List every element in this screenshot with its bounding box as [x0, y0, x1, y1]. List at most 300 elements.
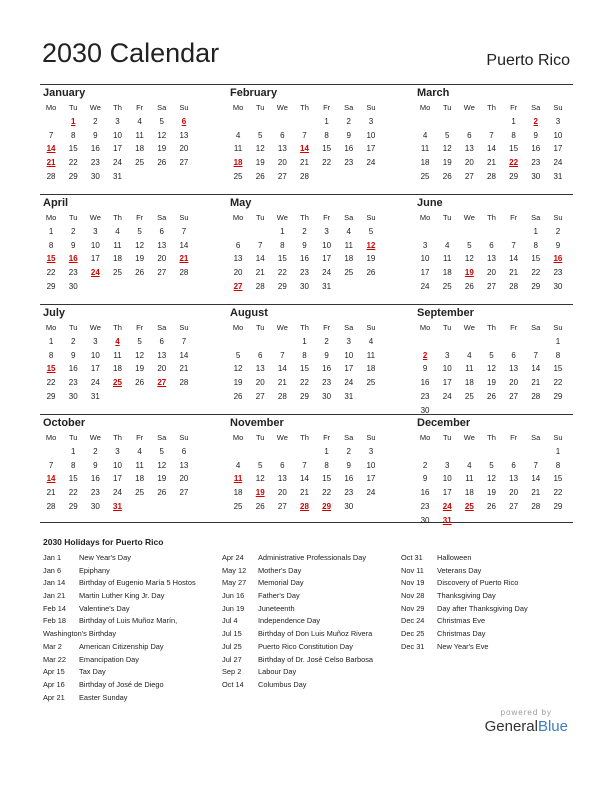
day-cell: 25 — [464, 391, 474, 401]
empty-day-cell — [458, 445, 480, 459]
holiday-item — [222, 679, 373, 692]
day-cell: 3 — [444, 460, 450, 470]
holiday-date: Dec 25 — [401, 629, 425, 639]
week-row — [414, 156, 569, 170]
holiday-item — [401, 577, 528, 590]
weekday-label: Mo — [45, 323, 57, 332]
weekday-label: Th — [113, 433, 122, 442]
holiday-day-cell: 16 — [553, 254, 563, 264]
day-cell: 2 — [93, 446, 98, 456]
day-cell: 10 — [366, 460, 376, 470]
day-cell: 29 — [46, 391, 56, 401]
empty-day-cell — [227, 335, 249, 349]
day-cell: 19 — [487, 488, 496, 498]
day-cell: 19 — [233, 378, 243, 388]
week-row — [414, 239, 569, 253]
week-row — [414, 500, 569, 514]
week-row — [40, 115, 195, 129]
holiday-item — [222, 628, 373, 641]
day-cell: 29 — [68, 171, 78, 181]
day-cell: 13 — [157, 240, 167, 250]
day-cell: 12 — [487, 364, 496, 374]
day-cell: 17 — [113, 474, 122, 484]
holiday-day-cell: 29 — [322, 501, 332, 511]
week-row — [227, 170, 382, 184]
day-cell: 6 — [181, 446, 187, 456]
day-cell: 3 — [324, 226, 329, 236]
day-cell: 22 — [553, 488, 563, 498]
weekday-label: Fr — [323, 103, 331, 112]
day-cell: 2 — [422, 460, 428, 470]
weekday-label: We — [276, 213, 288, 222]
weekday-label: Th — [487, 213, 496, 222]
weekday-label: We — [463, 433, 475, 442]
empty-day-cell — [271, 335, 293, 349]
week-row — [414, 349, 569, 363]
holiday-day-cell: 24 — [90, 268, 100, 278]
day-cell: 7 — [302, 460, 307, 470]
day-cell: 26 — [464, 281, 474, 291]
day-cell: 28 — [531, 501, 541, 511]
day-cell: 21 — [509, 268, 519, 278]
day-cell: 14 — [179, 350, 189, 360]
weekday-label: Mo — [232, 433, 244, 442]
weekday-label: Mo — [45, 433, 57, 442]
day-cell: 16 — [90, 144, 100, 154]
holiday-day-cell: 1 — [70, 116, 76, 126]
weekday-header — [40, 321, 195, 335]
holiday-date: Apr 16 — [43, 679, 65, 689]
day-cell: 18 — [464, 488, 474, 498]
week-row — [40, 349, 195, 363]
day-cell: 28 — [255, 281, 265, 291]
day-cell: 18 — [420, 158, 430, 168]
empty-day-cell — [151, 170, 173, 184]
day-cell: 7 — [48, 460, 54, 470]
weekday-label: Su — [553, 323, 563, 332]
day-cell: 7 — [181, 336, 187, 346]
holiday-day-cell: 22 — [509, 158, 519, 168]
day-cell: 8 — [302, 350, 307, 360]
day-cell: 24 — [420, 281, 430, 291]
weekday-label: Fr — [323, 213, 331, 222]
weekday-label: Fr — [136, 213, 144, 222]
day-cell: 18 — [113, 254, 122, 264]
weekday-label: Fr — [323, 323, 331, 332]
day-cell: 21 — [531, 378, 541, 388]
weekday-label: Sa — [531, 323, 541, 332]
empty-day-cell — [227, 445, 249, 459]
holiday-item — [401, 615, 528, 628]
weekday-label: Tu — [442, 103, 452, 112]
holiday-day-cell: 21 — [46, 158, 56, 168]
day-cell: 10 — [322, 240, 332, 250]
empty-day-cell — [414, 225, 436, 239]
day-cell: 21 — [300, 158, 309, 168]
holiday-day-cell: 12 — [366, 240, 376, 250]
week-row — [40, 266, 195, 280]
weekday-label: Th — [113, 103, 122, 112]
empty-day-cell — [503, 514, 525, 528]
weekday-label: Fr — [136, 103, 144, 112]
weekday-label: Su — [366, 323, 376, 332]
month-name: October — [43, 417, 86, 429]
day-cell: 13 — [277, 474, 287, 484]
day-cell: 1 — [533, 226, 538, 236]
day-cell: 4 — [137, 446, 142, 456]
empty-day-cell — [480, 514, 502, 528]
day-cell: 23 — [344, 158, 354, 168]
day-cell: 12 — [233, 364, 243, 374]
weekday-label: We — [89, 323, 101, 332]
day-cell: 28 — [179, 378, 189, 388]
weekday-label: Tu — [442, 433, 452, 442]
weekday-label: Tu — [68, 433, 78, 442]
day-cell: 5 — [489, 460, 494, 470]
day-cell: 1 — [324, 116, 329, 126]
month-name: August — [230, 307, 268, 319]
week-row — [227, 459, 382, 473]
day-cell: 30 — [420, 405, 430, 415]
holiday-item — [43, 577, 196, 590]
empty-day-cell — [503, 335, 525, 349]
weekday-label: Fr — [510, 433, 518, 442]
day-cell: 3 — [93, 336, 98, 346]
empty-day-cell — [414, 335, 436, 349]
day-cell: 5 — [257, 130, 263, 140]
holiday-day-cell: 14 — [46, 144, 56, 154]
holiday-date: Jan 21 — [43, 591, 66, 601]
day-cell: 13 — [157, 350, 167, 360]
day-cell: 24 — [113, 158, 122, 168]
day-cell: 13 — [233, 254, 243, 264]
brand-name — [485, 718, 568, 735]
day-cell: 26 — [157, 158, 167, 168]
day-cell: 14 — [531, 474, 541, 484]
holiday-day-cell: 14 — [46, 474, 56, 484]
day-cell: 29 — [553, 501, 563, 511]
week-row — [414, 266, 569, 280]
weekday-label: Tu — [442, 213, 452, 222]
holiday-date: Jul 27 — [222, 654, 242, 664]
day-cell: 10 — [113, 460, 122, 470]
day-cell: 29 — [46, 281, 56, 291]
day-cell: 5 — [235, 350, 241, 360]
weekday-label: Mo — [419, 213, 431, 222]
day-cell: 24 — [322, 268, 332, 278]
day-cell: 31 — [322, 281, 332, 291]
weekday-label: Mo — [419, 433, 431, 442]
day-cell: 12 — [157, 460, 167, 470]
month-name: April — [43, 197, 69, 209]
empty-day-cell — [151, 280, 173, 294]
day-cell: 9 — [422, 474, 428, 484]
holiday-item — [222, 603, 373, 616]
weekday-label: Tu — [255, 323, 265, 332]
day-cell: 5 — [467, 240, 472, 250]
holiday-item — [222, 552, 373, 565]
day-cell: 3 — [555, 116, 561, 126]
day-cell: 18 — [344, 254, 354, 264]
day-cell: 27 — [487, 281, 496, 291]
holiday-date: Jun 19 — [222, 603, 245, 613]
day-cell: 5 — [368, 226, 374, 236]
holiday-name: Birthday of Dr. José Celso Barbosa — [258, 654, 374, 664]
empty-day-cell — [249, 335, 271, 349]
day-cell: 7 — [181, 226, 187, 236]
holiday-date: Jul 4 — [222, 616, 238, 626]
day-cell: 9 — [346, 460, 351, 470]
day-cell: 7 — [280, 350, 285, 360]
day-cell: 24 — [113, 488, 122, 498]
day-cell: 2 — [346, 116, 351, 126]
weekday-label: We — [276, 103, 288, 112]
weekday-label: Th — [300, 213, 309, 222]
day-cell: 15 — [277, 254, 287, 264]
day-cell: 26 — [366, 268, 376, 278]
day-cell: 22 — [277, 268, 287, 278]
day-cell: 20 — [509, 378, 519, 388]
day-cell: 4 — [368, 336, 374, 346]
week-row — [227, 349, 382, 363]
holiday-item — [43, 565, 196, 578]
holiday-date: Apr 21 — [43, 692, 65, 702]
week-row — [414, 472, 569, 486]
holiday-item — [43, 603, 196, 616]
empty-day-cell — [173, 170, 195, 184]
day-cell: 11 — [113, 350, 122, 360]
day-cell: 20 — [277, 488, 287, 498]
month-name: February — [230, 87, 278, 99]
weekday-label: Th — [487, 323, 496, 332]
holiday-item — [401, 628, 528, 641]
weekday-label: Tu — [255, 103, 265, 112]
month-name: January — [43, 87, 86, 99]
holiday-day-cell: 16 — [68, 254, 78, 264]
day-cell: 23 — [553, 268, 563, 278]
day-cell: 22 — [46, 268, 56, 278]
day-cell: 11 — [465, 474, 474, 484]
month-row-divider — [40, 194, 573, 195]
holiday-day-cell: 31 — [442, 515, 452, 525]
day-cell: 25 — [442, 281, 452, 291]
empty-day-cell — [338, 280, 360, 294]
holiday-date: Jul 15 — [222, 629, 242, 639]
day-cell: 3 — [422, 240, 428, 250]
weekday-label: Sa — [344, 213, 354, 222]
weekday-label: Mo — [45, 213, 57, 222]
day-cell: 17 — [553, 144, 563, 154]
day-cell: 16 — [420, 488, 430, 498]
empty-day-cell — [436, 335, 458, 349]
day-cell: 27 — [277, 171, 287, 181]
day-cell: 2 — [302, 226, 307, 236]
day-cell: 25 — [366, 378, 376, 388]
holiday-name: Administrative Professionals Day — [258, 553, 367, 562]
weekday-label: Mo — [232, 323, 244, 332]
empty-day-cell — [338, 170, 360, 184]
day-cell: 16 — [322, 364, 332, 374]
day-cell: 29 — [300, 391, 309, 401]
holiday-name: Birthday of José de Diego — [79, 679, 164, 689]
week-row — [227, 486, 382, 500]
day-cell: 12 — [135, 350, 145, 360]
weekday-label: Fr — [136, 323, 144, 332]
day-cell: 27 — [509, 391, 519, 401]
day-cell: 13 — [509, 364, 519, 374]
day-cell: 10 — [344, 350, 354, 360]
empty-day-cell — [480, 445, 502, 459]
day-cell: 18 — [366, 364, 376, 374]
week-row — [40, 170, 195, 184]
weekday-label: Fr — [510, 213, 518, 222]
day-cell: 27 — [179, 488, 189, 498]
day-cell: 31 — [553, 171, 563, 181]
empty-day-cell — [360, 390, 382, 404]
weekday-label: Fr — [510, 323, 518, 332]
day-cell: 30 — [68, 391, 78, 401]
day-cell: 11 — [135, 460, 144, 470]
day-cell: 10 — [90, 350, 100, 360]
holiday-item — [222, 590, 373, 603]
day-cell: 28 — [46, 501, 56, 511]
day-cell: 29 — [531, 281, 541, 291]
holiday-date: Feb 14 — [43, 603, 67, 613]
holiday-column — [43, 552, 196, 704]
week-row — [414, 376, 569, 390]
holiday-item — [43, 641, 196, 654]
empty-day-cell — [106, 390, 128, 404]
week-row — [40, 129, 195, 143]
day-cell: 15 — [300, 364, 309, 374]
day-cell: 16 — [531, 144, 541, 154]
weekday-label: Th — [113, 323, 122, 332]
day-cell: 13 — [509, 474, 519, 484]
day-cell: 1 — [555, 446, 561, 456]
weekday-label: Su — [366, 213, 376, 222]
holiday-date: Oct 14 — [222, 679, 244, 689]
day-cell: 28 — [179, 268, 189, 278]
weekday-label: Su — [553, 433, 563, 442]
day-cell: 5 — [137, 336, 142, 346]
holiday-day-cell: 19 — [464, 268, 474, 278]
day-cell: 8 — [555, 460, 561, 470]
day-cell: 17 — [113, 144, 122, 154]
holiday-day-cell: 6 — [181, 116, 187, 126]
day-cell: 18 — [135, 474, 145, 484]
week-row — [227, 156, 382, 170]
day-cell: 5 — [137, 226, 142, 236]
holiday-date: Jan 1 — [43, 553, 62, 562]
week-row — [40, 390, 195, 404]
empty-day-cell — [503, 225, 525, 239]
day-cell: 8 — [324, 460, 329, 470]
day-cell: 9 — [324, 350, 329, 360]
day-cell: 1 — [302, 336, 307, 346]
day-cell: 20 — [179, 144, 189, 154]
holiday-item — [43, 615, 196, 628]
holiday-name: Thanksgiving Day — [437, 591, 496, 601]
empty-day-cell — [525, 335, 547, 349]
day-cell: 11 — [233, 144, 243, 154]
day-cell: 9 — [70, 350, 76, 360]
weekday-label: We — [89, 433, 101, 442]
day-cell: 18 — [113, 364, 122, 374]
day-cell: 26 — [255, 171, 265, 181]
week-row — [414, 115, 569, 129]
day-cell: 8 — [70, 130, 76, 140]
day-cell: 16 — [90, 474, 100, 484]
day-cell: 5 — [159, 116, 164, 126]
day-cell: 8 — [511, 130, 516, 140]
day-cell: 15 — [531, 254, 541, 264]
day-cell: 20 — [464, 158, 474, 168]
day-cell: 15 — [553, 364, 563, 374]
empty-day-cell — [293, 445, 315, 459]
day-cell: 30 — [68, 281, 78, 291]
empty-day-cell — [480, 225, 502, 239]
week-row — [40, 252, 195, 266]
week-row — [227, 376, 382, 390]
holiday-date: Apr 15 — [43, 667, 65, 677]
month-row-divider — [40, 304, 573, 305]
holiday-date: Nov 29 — [401, 603, 425, 613]
day-cell: 22 — [68, 158, 78, 168]
day-cell: 21 — [46, 488, 56, 498]
day-cell: 14 — [531, 364, 541, 374]
day-cell: 20 — [277, 158, 287, 168]
day-cell: 26 — [233, 391, 243, 401]
day-cell: 9 — [346, 130, 351, 140]
empty-day-cell — [249, 115, 271, 129]
day-cell: 11 — [113, 240, 122, 250]
empty-day-cell — [129, 280, 151, 294]
week-row — [227, 225, 382, 239]
day-cell: 1 — [555, 336, 561, 346]
weekday-label: Su — [366, 103, 376, 112]
day-cell: 15 — [322, 144, 332, 154]
day-cell: 19 — [135, 254, 145, 264]
day-cell: 6 — [511, 350, 516, 360]
day-cell: 24 — [366, 488, 376, 498]
holiday-item — [401, 590, 528, 603]
day-cell: 30 — [90, 501, 100, 511]
day-cell: 27 — [277, 501, 287, 511]
week-row — [227, 445, 382, 459]
day-cell: 10 — [442, 474, 452, 484]
day-cell: 30 — [553, 281, 563, 291]
day-cell: 9 — [422, 364, 428, 374]
month-june — [414, 196, 569, 294]
day-cell: 23 — [420, 501, 430, 511]
day-cell: 24 — [442, 391, 452, 401]
day-cell: 5 — [444, 130, 450, 140]
day-cell: 17 — [366, 144, 376, 154]
day-cell: 30 — [322, 391, 332, 401]
weekday-label: We — [89, 213, 101, 222]
day-cell: 14 — [300, 474, 309, 484]
week-row — [40, 445, 195, 459]
day-cell: 19 — [157, 474, 167, 484]
holiday-name: Epiphany — [79, 565, 110, 575]
weekday-label: Fr — [510, 103, 518, 112]
day-cell: 3 — [444, 350, 450, 360]
week-row — [414, 170, 569, 184]
day-cell: 17 — [344, 364, 354, 374]
weekday-label: We — [276, 323, 288, 332]
day-cell: 21 — [277, 378, 287, 388]
day-cell: 15 — [553, 474, 563, 484]
